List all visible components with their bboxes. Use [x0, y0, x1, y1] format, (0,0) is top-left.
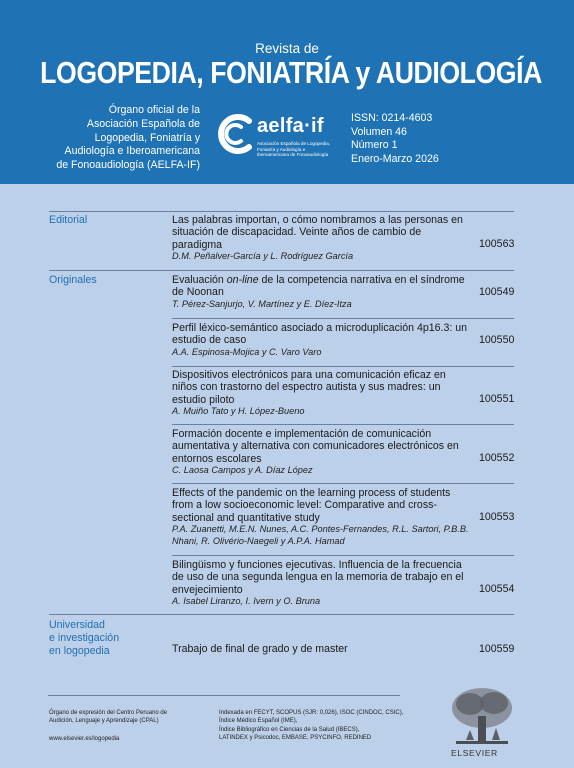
aelfa-logo-subtitle — [257, 141, 349, 158]
section-line: en logopedia — [49, 645, 110, 657]
title-emphasis: on-line — [226, 274, 259, 286]
article-number-original-5: 100553 — [479, 511, 515, 523]
numero: Número 1 — [351, 139, 398, 152]
logo-sub-line: Iberoamericana de Fonoaudiología — [257, 152, 329, 158]
article-number-original-3: 100551 — [479, 393, 515, 405]
logo-sub-line: Asociación Española de Logopedia, — [257, 141, 331, 146]
entry-title-original-3: Dispositivos electrónicos para una comunicación eficaz en niños con trastorno del espectro autista y sus madres: un estudio piloto — [172, 369, 446, 406]
footer-line: LATINDEX y Psicodoc, EMBASE, PSYCINFO, REDINED — [219, 735, 372, 742]
organo-line: Asociación Española de — [86, 117, 200, 130]
fecha: Enero-Marzo 2026 — [351, 152, 439, 165]
article-number-original-4: 100552 — [479, 452, 515, 464]
entry-authors-editorial: D.M. Peñalver-García y L. Rodríguez García — [172, 251, 354, 261]
toc-divider — [49, 211, 514, 212]
toc-divider — [172, 483, 514, 484]
entry-authors-original-3: A. Muiño Tato y H. López-Bueno — [172, 406, 305, 416]
section-line: Universidad — [49, 619, 105, 631]
publisher-name: ELSEVIER — [451, 748, 498, 758]
entry-authors-original-6: A. Isabel Liranzo, I. Ivern y O. Bruna — [172, 596, 321, 606]
article-number-universidad: 100559 — [479, 643, 515, 655]
footer-line: Indexada en FECYT, SCOPUS (SJR: 0,026), ISOC (CINDOC, CSIC), — [219, 710, 404, 716]
footer-divider — [48, 695, 400, 696]
toc-divider — [49, 614, 514, 615]
toc-divider — [172, 424, 514, 425]
footer-line: Audición, Lenguaje y Aprendizaje (CPAL) — [49, 718, 159, 725]
section-line: e investigación — [49, 632, 120, 644]
volumen: Volumen 46 — [351, 125, 407, 138]
elsevier-tree-icon — [448, 686, 516, 746]
footer-line: Índice Bibliográfico en Ciencias de la Salud (IBECS), — [219, 726, 360, 733]
footer-url: www.elsevier.es/logopedia — [49, 736, 120, 742]
entry-authors-original-5: P.A. Zuanetti, M.E.N. Nunes, A.C. Pontes-Fernandes, R.L. Sartori, P.B.B. Nhani, R. Olivério-Naegeli y A.P.A. Hamad — [172, 524, 469, 546]
journal-title: LOGOPEDIA, FONIATRÍA y AUDIOLOGÍA — [40, 55, 542, 90]
entry-authors-original-4: C. Laosa Campos y A. Díaz López — [172, 465, 313, 475]
entry-title-original-5: Effects of the pandemic on the learning process of students from a low socioeconomic level: Comparative and cross-sectional and quantitative study — [172, 487, 451, 524]
entry-authors-original-2: A.A. Espinosa-Mojica y C. Varo Varo — [172, 347, 322, 357]
revista-label: Revista de — [255, 41, 319, 56]
footer-line: Órgano de expresión del Centro Peruano de — [49, 710, 168, 716]
article-number-original-2: 100550 — [479, 334, 515, 346]
toc-divider — [172, 318, 514, 319]
title-part: Evaluación — [172, 274, 227, 286]
entry-title-universidad: Trabajo de final de grado y de master — [172, 643, 348, 655]
toc-divider — [49, 270, 514, 271]
toc-divider — [172, 366, 514, 367]
issue-info — [351, 112, 439, 166]
footer-index-text — [219, 709, 429, 743]
logo-sub-line: Foniatría y Audiología e — [257, 146, 306, 152]
organo-line: de Fonoaudiología (AELFA-IF) — [56, 159, 200, 172]
article-number-original-1: 100549 — [479, 286, 515, 298]
issn: ISSN: 0214-4603 — [351, 112, 433, 124]
organo-line: Logopedia, Foniatría y — [94, 131, 200, 144]
section-universidad — [49, 619, 119, 658]
section-editorial: Editorial — [49, 214, 88, 226]
organo-line: Audiología e Iberoamericana — [64, 145, 200, 158]
aelfa-logo-icon — [213, 112, 257, 156]
aelfa-logo — [213, 112, 343, 162]
entry-title-editorial: Las palabras importan, o cómo nombramos a las personas en situación de discapacidad. Veinte años de cambio de paradigma — [172, 214, 463, 251]
title-part: de la competencia narrativa en el síndrome de Noonan — [172, 274, 465, 299]
organo-line: Órgano oficial de la — [108, 104, 200, 116]
section-originales: Originales — [49, 274, 97, 286]
entry-authors-original-1: T. Pérez-Sanjurjo, V. Martínez y E. Díez-Itza — [172, 299, 352, 309]
article-number-original-6: 100554 — [479, 583, 515, 595]
footer-line: Índice Médico Español (IME), — [219, 718, 298, 725]
cover-header — [0, 0, 574, 184]
entry-title-original-4: Formación docente e implementación de comunicación aumentativa y alternativa con comunicadores electrónicos en entornos escolares — [172, 428, 459, 465]
article-number-editorial: 100563 — [479, 238, 515, 250]
entry-title-original-2: Perfil léxico-semántico asociado a microduplicación 4p16.3: un estudio de caso — [172, 322, 468, 347]
aelfa-logo-name: aelfa·if — [257, 115, 324, 137]
entry-title-original-1 — [172, 274, 472, 299]
footer-cpal-text — [49, 709, 209, 726]
toc-divider — [172, 555, 514, 556]
entry-title-original-6: Bilingüismo y funciones ejecutivas. Influencia de la frecuencia de uso de una segunda lengua en la memoria de trabajo en el envejecimiento — [172, 559, 464, 596]
organo-oficial-text — [0, 104, 200, 173]
